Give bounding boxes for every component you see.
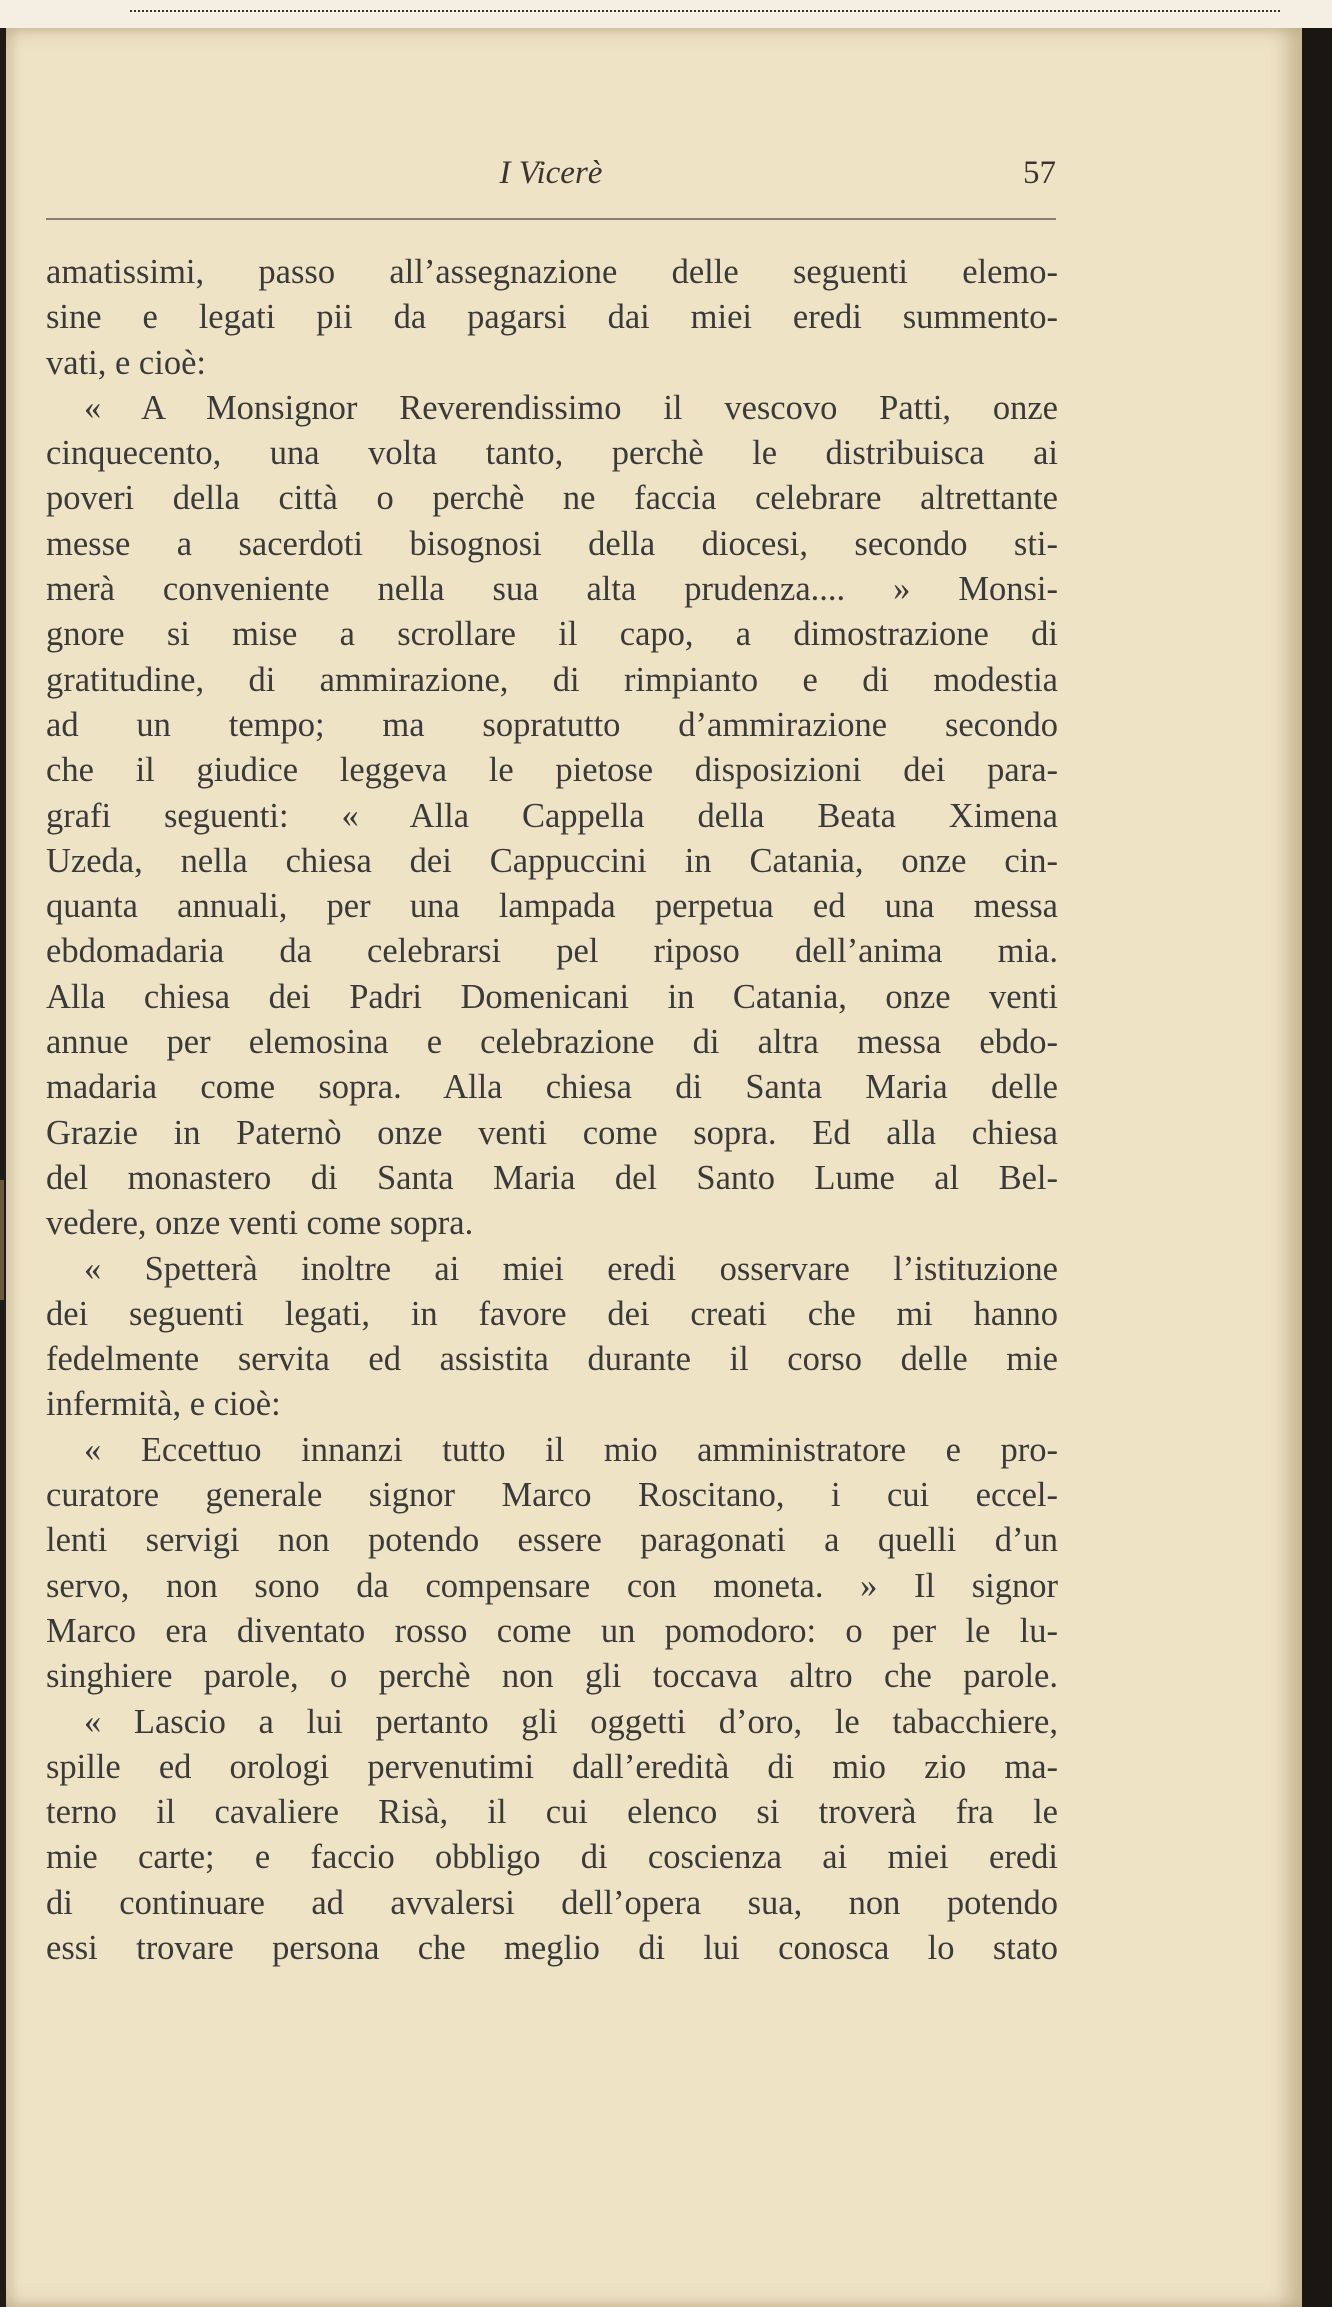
- running-head: [46, 155, 1056, 195]
- text-line: spille ed orologi pervenutimi dall’eredità di mio zio ma-: [46, 1747, 1058, 1786]
- text-line: « Eccettuo innanzi tutto il mio amministratore e pro-: [84, 1430, 1058, 1469]
- text-line: messe a sacerdoti bisognosi della diocesi, secondo sti-: [46, 524, 1058, 563]
- text-line: annue per elemosina e celebrazione di altra messa ebdo-: [46, 1023, 1058, 1062]
- text-line: poveri della città o perchè ne faccia celebrare altrettante: [46, 479, 1058, 518]
- text-line: vati, e cioè:: [46, 343, 206, 382]
- text-line: Grazie in Paternò onze venti come sopra. Ed alla chiesa: [46, 1113, 1058, 1152]
- text-line: gratitudine, di ammirazione, di rimpianto e di modestia: [46, 660, 1058, 699]
- text-line: gnore si mise a scrollare il capo, a dimostrazione di: [46, 615, 1058, 654]
- text-line: Uzeda, nella chiesa dei Cappuccini in Catania, onze cin-: [46, 841, 1058, 880]
- text-line: merà conveniente nella sua alta prudenza.... » Monsi-: [46, 570, 1058, 609]
- header-rule: [46, 218, 1056, 220]
- text-line: « Lascio a lui pertanto gli oggetti d’oro, le tabacchiere,: [84, 1702, 1058, 1741]
- text-line: Alla chiesa dei Padri Domenicani in Catania, onze venti: [46, 977, 1058, 1016]
- text-line: che il giudice leggeva le pietose disposizioni dei para-: [46, 751, 1058, 790]
- text-line: terno il cavaliere Risà, il cui elenco si troverà fra le: [46, 1793, 1058, 1832]
- text-line: singhiere parole, o perchè non gli toccava altro che parole.: [46, 1657, 1058, 1696]
- text-line: lenti servigi non potendo essere paragonati a quelli d’un: [46, 1521, 1058, 1560]
- text-line: ebdomadaria da celebrarsi pel riposo dell’anima mia.: [46, 932, 1058, 971]
- text-line: del monastero di Santa Maria del Santo Lume al Bel-: [46, 1158, 1058, 1197]
- text-line: cinquecento, una volta tanto, perchè le distribuisca ai: [46, 434, 1058, 473]
- text-line: amatissimi, passo all’assegnazione delle seguenti elemo-: [46, 253, 1058, 291]
- body-text: [46, 250, 1058, 1971]
- page-number: 57: [1023, 155, 1056, 191]
- text-line: di continuare ad avvalersi dell’opera sua, non potendo: [46, 1883, 1058, 1922]
- text-line: « A Monsignor Reverendissimo il vescovo Patti, onze: [84, 388, 1058, 427]
- text-line: madaria come sopra. Alla chiesa di Santa Maria delle: [46, 1068, 1058, 1107]
- text-line: quanta annuali, per una lampada perpetua ed una messa: [46, 887, 1058, 926]
- text-line: dei seguenti legati, in favore dei creati che mi hanno: [46, 1294, 1058, 1333]
- text-line: servo, non sono da compensare con moneta. » Il signor: [46, 1566, 1058, 1605]
- running-title: I Vicerè: [499, 155, 603, 191]
- top-paper-strip: [0, 0, 1332, 28]
- text-line: infermità, e cioè:: [46, 1385, 281, 1424]
- text-line: mie carte; e faccio obbligo di coscienza ai miei eredi: [46, 1838, 1058, 1877]
- text-line: fedelmente servita ed assistita durante il corso delle mie: [46, 1340, 1058, 1379]
- text-line: grafi seguenti: « Alla Cappella della Beata Ximena: [46, 796, 1058, 835]
- binding-mark: [0, 1180, 4, 1300]
- page-edge-shadow: [1302, 28, 1332, 2307]
- text-line: « Spetterà inoltre ai miei eredi osservare l’istituzione: [84, 1249, 1058, 1288]
- text-line: Marco era diventato rosso come un pomodoro: o per le lu-: [46, 1611, 1058, 1650]
- text-line: sine e legati pii da pagarsi dai miei eredi summento-: [46, 298, 1058, 337]
- text-line: ad un tempo; ma sopratutto d’ammirazione secondo: [46, 705, 1058, 744]
- text-line: vedere, onze venti come sopra.: [46, 1204, 474, 1243]
- text-line: essi trovare persona che meglio di lui conosca lo stato: [46, 1928, 1058, 1967]
- text-line: curatore generale signor Marco Roscitano, i cui eccel-: [46, 1476, 1058, 1515]
- dotted-edge: [130, 10, 1280, 14]
